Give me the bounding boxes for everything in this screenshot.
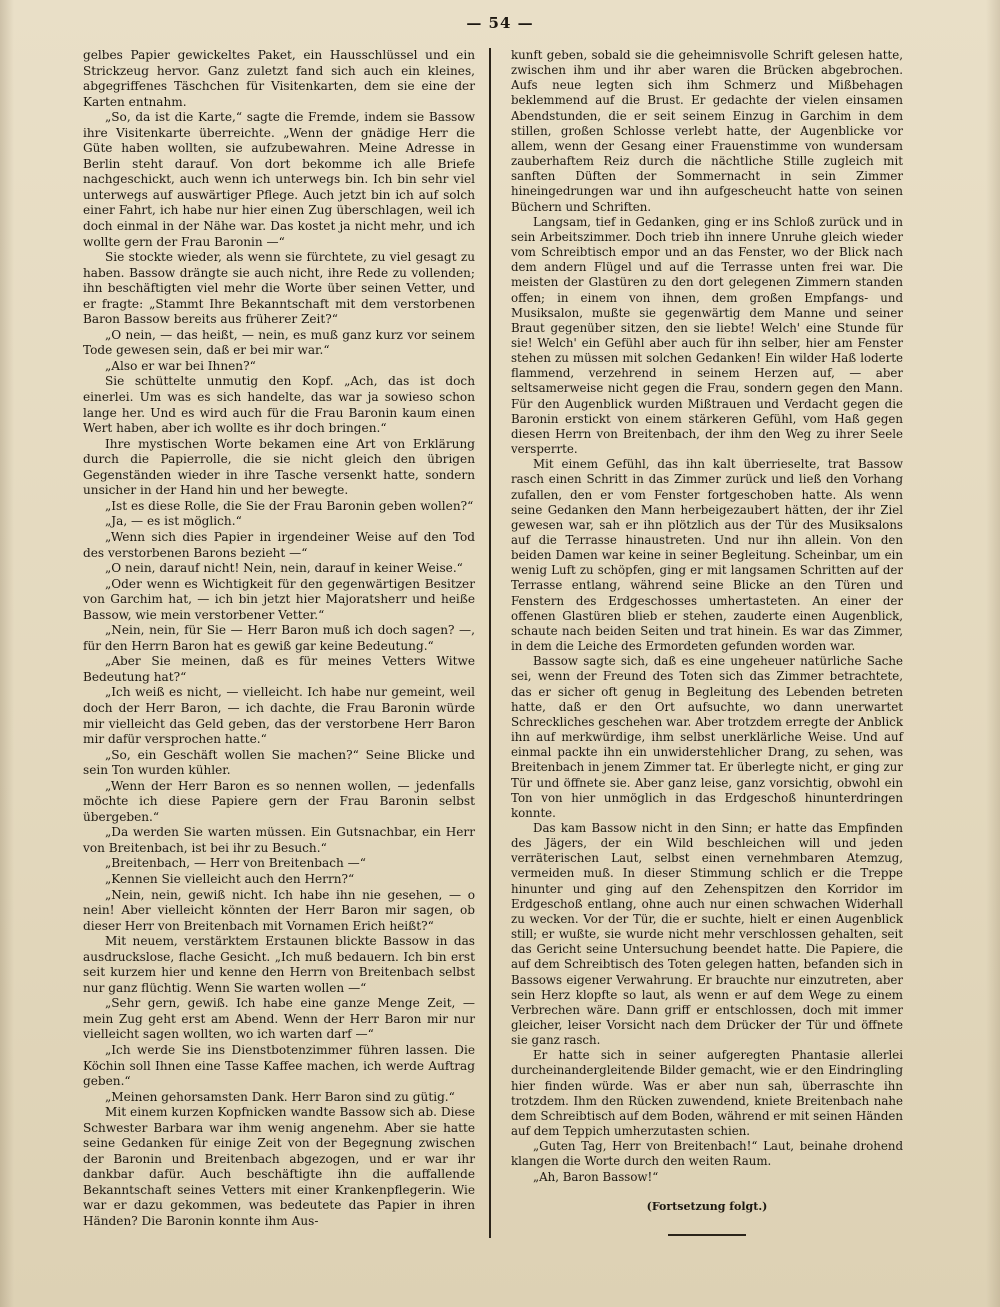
column-divider: [489, 48, 491, 1238]
page-number: — 54 —: [466, 14, 534, 32]
paragraph: „So, da ist die Karte,“ sagte die Fremde, indem sie Bassow ihre Visitenkarte überreichte. „Wenn der gnädige Herr die Güte haben wollten, sie aufzubewahren. Meine Adresse in Berlin steht darauf. Von dort bekomme ich alle Briefe nachgeschickt, auch wenn ich unterwegs bin. Ich bin sehr viel unterwegs auf auswärtiger Pflege. Auch jetzt bin ich auf solch einer Fahrt, ich habe nur hier einen Zug überschlagen, weil ich doch einmal in der Nähe war. Das kostet ja nicht mehr, und ich wollte gern der Frau Baronin —“: [83, 110, 475, 249]
paragraph: „Nein, nein, für Sie — Herr Baron muß ich doch sagen? —, für den Herrn Baron hat es gewiß gar keine Bedeutung.“: [83, 623, 475, 653]
left-text-column: [83, 48, 475, 1230]
paragraph: „Wenn sich dies Papier in irgendeiner Weise auf den Tod des verstorbenen Barons bezieht —“: [83, 529, 475, 560]
paragraph: Das kam Bassow nicht in den Sinn; er hatte das Empfinden des Jägers, der ein Wild beschleichen will und jeden verräterischen Laut, selbst einen vernehmbaren Atemzug, vermeiden muß. In dieser Stimmung schlich er die Treppe hinunter und ging auf den Zehenspitzen den Korridor im Erdgeschoß entlang, ohne auch nur einen schwachen Widerhall zu wecken. Vor der Tür, die er suchte, hielt er einen Augenblick still; er wußte, sie wurde nicht mehr verschlossen gehalten, seit das Gericht seine Untersuchung beendet hatte. Die Papiere, die auf dem Schreibtisch des Toten gelegen hatten, befanden sich in Bassows eigener Verwahrung. Er brauchte nur einzutreten, aber sein Herz klopfte so laut, als wenn er auf dem Wege zu einem Verbrechen wäre. Dann griff er entschlossen, doch mit immer gleicher, leiser Vorsicht nach dem Drücker der Tür und öffnete sie ganz rasch.: [511, 820, 903, 1048]
end-rule: [668, 1234, 746, 1236]
paragraph: „Da werden Sie warten müssen. Ein Gutsnachbar, ein Herr von Breitenbach, ist bei ihr zu Besuch.“: [83, 825, 475, 855]
paragraph: „O nein, — das heißt, — nein, es muß ganz kurz vor seinem Tode gewesen sein, daß er bei mir war.“: [83, 327, 475, 358]
paragraph: „Ja, — es ist möglich.“: [105, 514, 242, 529]
paragraph: „Ich weiß es nicht, — vielleicht. Ich habe nur gemeint, weil doch der Herr Baron, — ich dachte, die Frau Baronin würde mir vielleicht das Geld geben, das der verstorbene Herr Baron mir dafür versprochen hatte.“: [83, 685, 475, 747]
right-text-column: [511, 48, 903, 1236]
paragraph: „O nein, darauf nicht! Nein, nein, darauf in keiner Weise.“: [105, 561, 463, 576]
paragraph: Mit einem kurzen Kopfnicken wandte Bassow sich ab. Diese Schwester Barbara war ihm wenig angenehm. Aber sie hatte seine Gedanken für einige Zeit von der Begegnung zwischen der Baronin und Breitenbach abgezogen, und er war ihr dankbar dafür. Auch beschäftigte ihn die auffallende Bekanntschaft seines Vetters mit einer Krankenpflegerin. Wie war er dazu gekommen, was bedeutete das Papier in ihren Händen? Die Baronin konnte ihm Aus-: [83, 1105, 475, 1229]
paragraph: Mit neuem, verstärktem Erstaunen blickte Bassow in das ausdruckslose, flache Gesicht. „Ich muß bedauern. Ich bin erst seit kurzem hier und kenne den Herrn von Breitenbach selbst nur ganz flüchtig. Wenn Sie warten wollen —“: [83, 934, 475, 995]
paragraph: „Ist es diese Rolle, die Sie der Frau Baronin geben wollen?“: [105, 498, 474, 513]
paragraph: Ihre mystischen Worte bekamen eine Art von Erklärung durch die Papierrolle, die sie nicht gleich den übrigen Gegenständen wieder in ihre Tasche versenkt hatte, sondern unsicher in der Hand hin und her bewegte.: [83, 436, 475, 498]
paragraph: „Guten Tag, Herr von Breitenbach!“ Laut, beinahe drohend klangen die Worte durch den weiten Raum.: [511, 1139, 903, 1169]
paragraph: kunft geben, sobald sie die geheimnisvolle Schrift gelesen hatte, zwischen ihm und ihr aber waren die Brücken abgebrochen. Aufs neue legten sich ihm Schmerz und Mißbehagen beklemmend auf die Brust. Er gedachte der vielen einsamen Abendstunden, die er seit seinem Einzug in Garchim in dem stillen, großen Schlosse verlebt hatte, der Augenblicke vor allem, wenn der Gesang einer Frauenstimme von wundersam zauberhaftem Reiz durch die nächtliche Stille zugleich mit sanften Düften der Sommernacht in sein Zimmer hineingedrungen war und ihn aufgescheucht hatte von seinen Büchern und Schriften.: [511, 48, 903, 214]
paragraph: Er hatte sich in seiner aufgeregten Phantasie allerlei durcheinandergleitende Bilder gemacht, wie er den Eindringling hier finden würde. Was er aber nun sah, überraschte ihn trotzdem. Ihm den Rücken zuwendend, kniete Breitenbach nahe dem Schreibtisch auf dem Boden, während er mit seinen Händen auf dem Teppich umherzutasten schien.: [511, 1048, 903, 1139]
continued-note: (Fortsetzung folgt.): [646, 1199, 768, 1213]
paragraph: „Kennen Sie vielleicht auch den Herrn?“: [105, 871, 355, 886]
paragraph: Mit einem Gefühl, das ihn kalt überrieselte, trat Bassow rasch einen Schritt in das Zimmer zurück und ließ den Vorhang zufallen, den er vom Fenster fortgeschoben hatte. Als wenn seine Gedanken den Mann herbeigezaubert hätten, der ihr Ziel gewesen war, sah er ihn plötzlich aus der Tür des Musiksalons auf die Terrasse hinaustreten. Und nur ihn allein. Von den beiden Damen war keine in seiner Begleitung. Scheinbar, um ein wenig Luft zu schöpfen, ging er mit langsamen Schritten auf der Terrasse entlang, während seine Blicke an den Türen und Fenstern des Erdgeschosses umhertasteten. An einer der offenen Glastüren blieb er stehen, zauderte einen Augenblick, schaute nach beiden Seiten und trat hinein. Es war das Zimmer, in dem die Leiche des Ermordeten gefunden worden war.: [511, 457, 903, 654]
paragraph: „Sehr gern, gewiß. Ich habe eine ganze Menge Zeit, — mein Zug geht erst am Abend. Wenn der Herr Baron mir nur vielleicht sagen wollten, wo ich warten darf —“: [83, 996, 475, 1042]
paragraph: Sie stockte wieder, als wenn sie fürchtete, zu viel gesagt zu haben. Bassow drängte sie auch nicht, ihre Rede zu vollenden; ihn beschäftigten viel mehr die Worte über seinen Vetter, und er fragte: „Stammt Ihre Bekanntschaft mit dem verstorbenen Baron Bassow bereits aus früherer Zeit?“: [83, 250, 475, 327]
paragraph: „Meinen gehorsamsten Dank. Herr Baron sind zu gütig.“: [105, 1089, 455, 1104]
paragraph: „Oder wenn es Wichtigkeit für den gegenwärtigen Besitzer von Garchim hat, — ich bin jetzt hier Majoratsherr und heiße Bassow, wie mein verstorbener Vetter.“: [83, 576, 475, 622]
page-edge-shadow: [986, 0, 1000, 1307]
paragraph: gelbes Papier gewickeltes Paket, ein Hausschlüssel und ein Strickzeug hervor. Ganz zuletzt fand sich auch ein kleines, abgegriffenes Täschchen für Visitenkarten, dem sie eine der Karten entnahm.: [83, 48, 475, 109]
paragraph: Sie schüttelte unmutig den Kopf. „Ach, das ist doch einerlei. Um was es sich handelte, das war ja sowieso schon lange her. Und es wird auch für die Frau Baronin kaum einen Wert haben, aber ich wollte es ihr doch bringen.“: [83, 374, 475, 436]
paragraph: Bassow sagte sich, daß es eine ungeheuer natürliche Sache sei, wenn der Freund des Toten sich das Zimmer betrachtete, das er sicher oft genug in Begleitung des Lebenden betreten hatte, daß er den Ort aufsuchte, wo dann unerwartet Schreckliches geschehen war. Aber trotzdem erregte der Anblick ihn auf merkwürdige, ihm selbst unerklärliche Weise. Und auf einmal packte ihn ein unwiderstehlicher Drang, zu sehen, was Breitenbach in jenem Zimmer tat. Er überlegte nicht, er ging zur Tür und öffnete sie. Aber ganz leise, ganz vorsichtig, obwohl ein Ton von hier unmöglich in das Erdgeschoß hinunterdringen konnte.: [511, 654, 903, 820]
paragraph: „Ich werde Sie ins Dienstbotenzimmer führen lassen. Die Köchin soll Ihnen eine Tasse Kaffee machen, ich werde Auftrag geben.“: [83, 1043, 475, 1089]
paragraph: „So, ein Geschäft wollen Sie machen?“ Seine Blicke und sein Ton wurden kühler.: [83, 747, 475, 778]
paragraph: „Breitenbach, — Herr von Breitenbach —“: [105, 856, 366, 871]
paragraph: „Wenn der Herr Baron es so nennen wollen, — jedenfalls möchte ich diese Papiere gern der Frau Baronin selbst übergeben.“: [83, 778, 475, 824]
paragraph: „Nein, nein, gewiß nicht. Ich habe ihn nie gesehen, — o nein! Aber vielleicht könnten der Herr Baron mir sagen, ob dieser Herr von Breitenbach mit Vornamen Erich heißt?“: [83, 887, 475, 933]
paragraph: „Also er war bei Ihnen?“: [105, 358, 256, 373]
page-edge-shadow: [0, 0, 14, 1307]
paragraph: „Ah, Baron Bassow!“: [533, 1169, 659, 1184]
paragraph: „Aber Sie meinen, daß es für meines Vetters Witwe Bedeutung hat?“: [83, 654, 475, 684]
paragraph: Langsam, tief in Gedanken, ging er ins Schloß zurück und in sein Arbeitszimmer. Doch trieb ihn innere Unruhe gleich wieder vom Schreibtisch empor und an das Fenster, wo der Blick nach dem andern Flügel und auf die Terrasse unten frei war. Die meisten der Glastüren zu den dort gelegenen Zimmern standen offen; in einem von ihnen, dem großen Empfangs- und Musiksalon, mußte sie gegenwärtig dem Manne und seiner Braut gegenüber sitzen, den sie liebte! Welch' eine Stunde für sie! Welch' ein Gefühl aber auch für ihn selber, hier am Fenster stehen zu müssen mit solchen Gedanken! Ein wilder Haß loderte flammend, verzehrend in seinem Herzen auf, — aber seltsamerweise nicht gegen die Frau, sondern gegen den Mann. Für den Augenblick wurden Mißtrauen und Verdacht gegen die Baronin erstickt von einem stärkeren Gefühl, vom Haß gegen diesen Herrn von Breitenbach, der ihm den Weg zu ihrer Seele versperrte.: [511, 214, 903, 457]
right-column-body: [511, 48, 903, 1185]
